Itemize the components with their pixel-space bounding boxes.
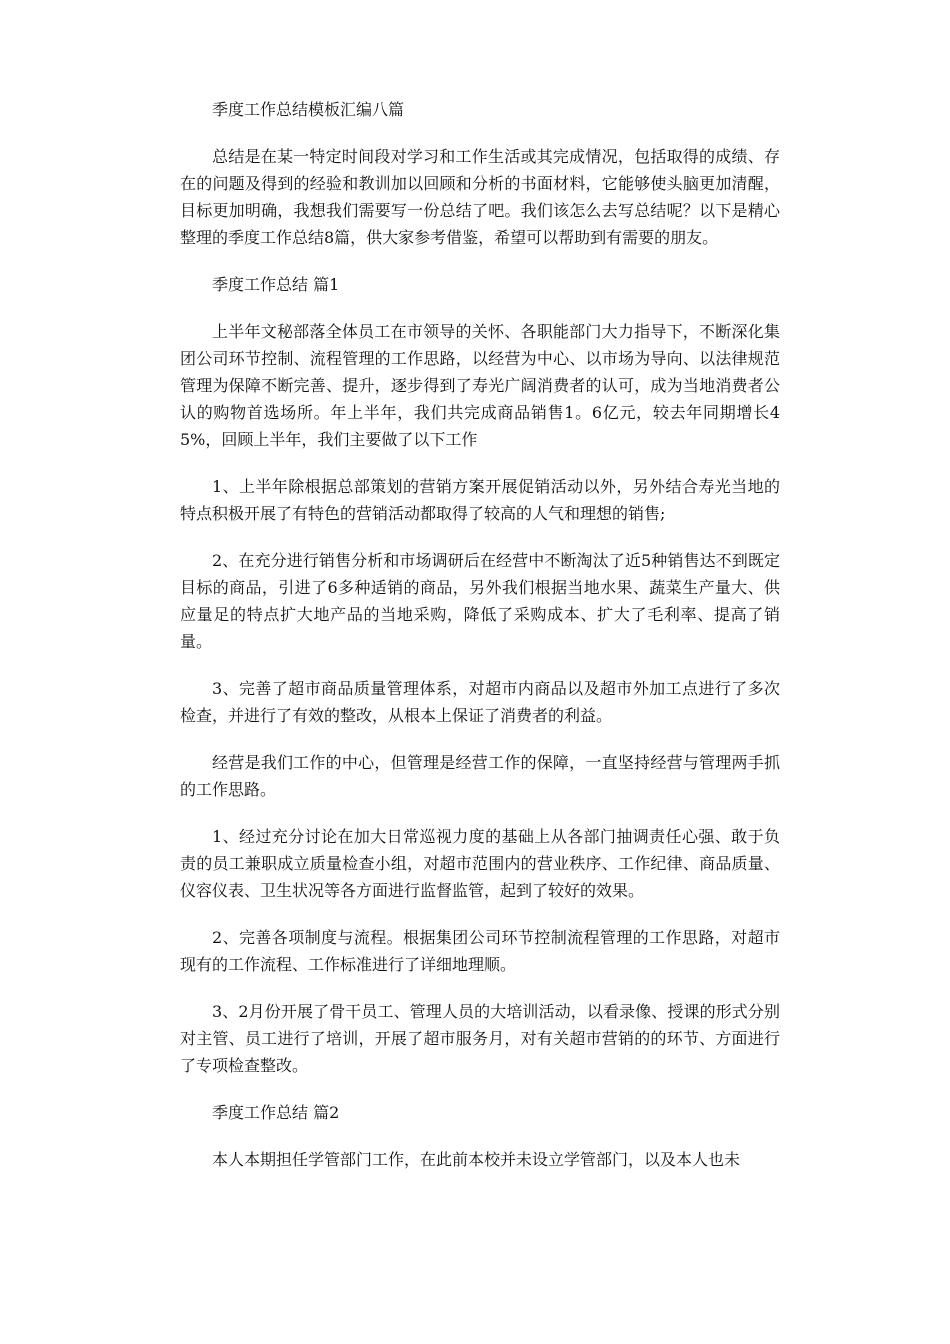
- section-paragraph: 2、在充分进行销售分析和市场调研后在经营中不断淘汰了近5种销售达不到既定目标的商品，引进了6多种适销的商品，另外我们根据当地水果、蔬菜生产量大、供应量足的特点扩大地产品的当地采购，降低了采购成本、扩大了毛利率、提高了销量。: [180, 551, 780, 651]
- section-2: [180, 1099, 780, 1173]
- section-paragraph: 2、完善各项制度与流程。根据集团公司环节控制流程管理的工作思路，对超市现有的工作流程、工作标准进行了详细地理顺。: [180, 928, 780, 974]
- intro-paragraph: 总结是在某一特定时间段对学习和工作生活或其完成情况，包括取得的成绩、存在的问题及得到的经验和教训加以回顾和分析的书面材料，它能够使头脑更加清醒，目标更加明确，我想我们需要写一份总结了吧。我们该怎么去写总结呢？以下是精心整理的季度工作总结8篇，供大家参考借鉴，希望可以帮助到有需要的朋友。: [180, 147, 780, 247]
- section-paragraph: 经营是我们工作的中心，但管理是经营工作的保障，一直坚持经营与管理两手抓的工作思路。: [180, 753, 780, 799]
- section-paragraph: 上半年文秘部落全体员工在市领导的关怀、各职能部门大力指导下，不断深化集团公司环节控制、流程管理的工作思路，以经营为中心、以市场为导向、以法律规范管理为保障不断完善、提升，逐步得到了寿光广阔消费者的认可，成为当地消费者公认的购物首选场所。年上半年，我们共完成商品销售1。6亿元，较去年同期增长45%，回顾上半年，我们主要做了以下工作: [180, 322, 780, 449]
- document-page: [180, 96, 780, 1193]
- section-paragraph: 3、2月份开展了骨干员工、管理人员的大培训活动，以看录像、授课的形式分别对主管、员工进行了培训，开展了超市服务月，对有关超市营销的的环节、方面进行了专项检查整改。: [180, 1002, 780, 1075]
- section-paragraph: 3、完善了超市商品质量管理体系，对超市内商品以及超市外加工点进行了多次检查，并进行了有效的整改，从根本上保证了消费者的利益。: [180, 679, 780, 725]
- section-heading: 季度工作总结 篇1: [212, 275, 340, 294]
- section-paragraph: 1、经过充分讨论在加大日常巡视力度的基础上从各部门抽调责任心强、敢于负责的员工兼职成立质量检查小组，对超市范围内的营业秩序、工作纪律、商品质量、仪容仪表、卫生状况等各方面进行监督监管，起到了较好的效果。: [180, 827, 780, 900]
- document-title: 季度工作总结模板汇编八篇: [212, 100, 405, 119]
- section-paragraph: 1、上半年除根据总部策划的营销方案开展促销活动以外，另外结合寿光当地的特点积极开展了有特色的营销活动都取得了较高的人气和理想的销售;: [180, 477, 780, 523]
- section-1: [180, 271, 780, 1079]
- section-paragraph: 本人本期担任学管部门工作，在此前本校并未设立学管部门，以及本人也未: [212, 1150, 741, 1169]
- section-heading: 季度工作总结 篇2: [212, 1103, 340, 1122]
